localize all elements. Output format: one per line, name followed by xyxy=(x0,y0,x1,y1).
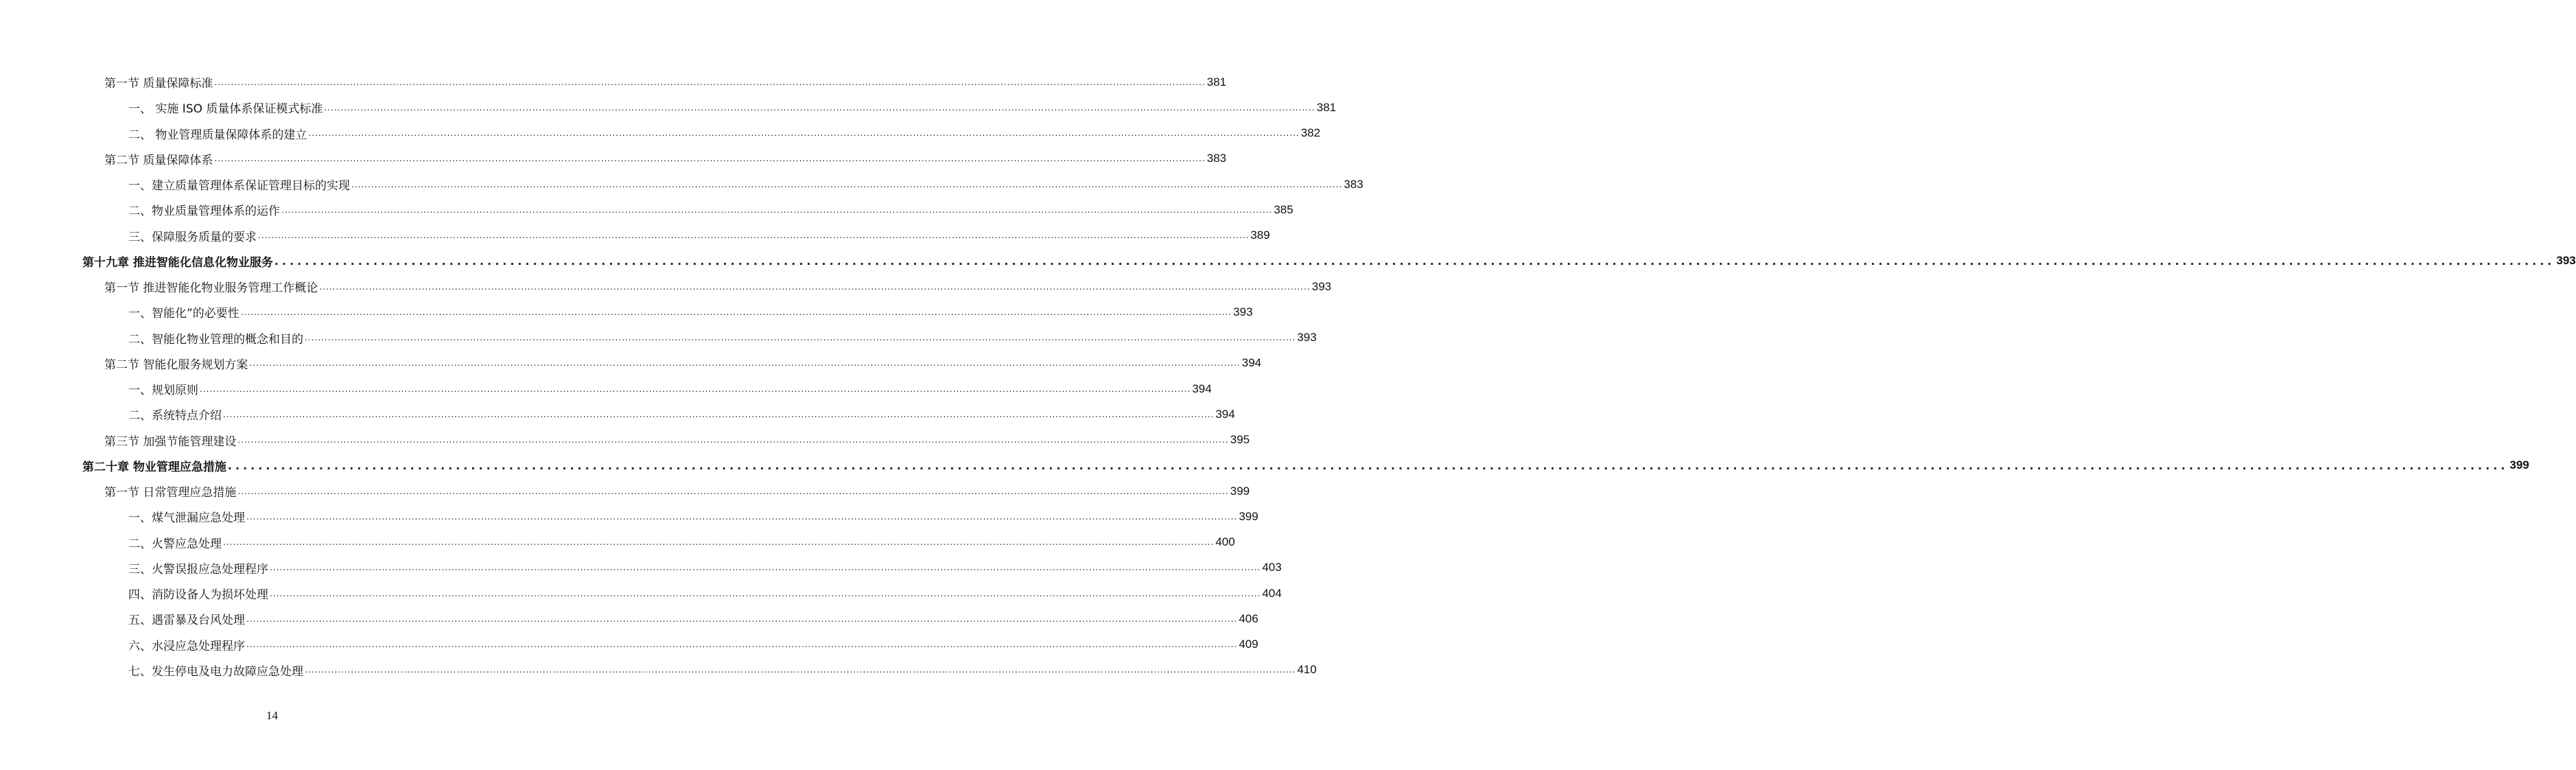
toc-section-entry[interactable] xyxy=(104,274,1332,299)
toc-item-entry[interactable] xyxy=(128,325,1317,351)
toc-entry-page: 382 xyxy=(1300,126,1321,140)
toc-entry-page: 403 xyxy=(1262,561,1282,574)
toc-leader-dots: ............................................................................................................................................................................................................................................................................................................ xyxy=(214,77,1206,87)
toc-item-entry[interactable] xyxy=(128,632,1258,657)
toc-entry-page: 394 xyxy=(1241,356,1262,370)
toc-leader-dots: ............................................................................................................................................................................................................................................................................................................ xyxy=(274,254,2555,268)
toc-leader-dots: ............................................................................................................................................................................................................................................................................................................ xyxy=(249,358,1241,369)
toc-leader-dots: ............................................................................................................................................................................................................................................................................................................ xyxy=(223,409,1215,419)
toc-entry-title: 三、保障服务质量的要求 xyxy=(128,227,258,244)
toc-entry-title: 二、智能化物业管理的概念和目的 xyxy=(128,329,305,347)
toc-leader-dots: ............................................................................................................................................................................................................................................................................................................ xyxy=(308,128,1300,139)
toc-leader-dots: ............................................................................................................................................................................................................................................................................................................ xyxy=(240,307,1232,317)
toc-entry-page: 399 xyxy=(1230,484,1250,498)
toc-entry-page: 393 xyxy=(1233,305,1253,318)
toc-item-entry[interactable] xyxy=(128,223,1270,248)
toc-leader-dots: ............................................................................................................................................................................................................................................................................................................ xyxy=(237,435,1229,445)
toc-leader-dots: ............................................................................................................................................................................................................................................................................................................ xyxy=(305,665,1296,675)
toc-entry-title: 三、火警误报应急处理程序 xyxy=(128,559,270,576)
page-number: 14 xyxy=(266,709,278,722)
toc-entry-title: 第二节 智能化服务规划方案 xyxy=(104,355,249,372)
toc-leader-dots: ............................................................................................................................................................................................................................................................................................................ xyxy=(324,102,1315,113)
toc-leader-dots: ............................................................................................................................................................................................................................................................................................................ xyxy=(258,231,1250,241)
toc-entry-page: 385 xyxy=(1274,202,1293,216)
toc-entry-page: 383 xyxy=(1344,177,1363,191)
toc-entry-page: 381 xyxy=(1316,100,1337,114)
toc-section-entry[interactable] xyxy=(104,146,1227,172)
toc-entry-page: 393 xyxy=(1311,279,1332,293)
toc-entry-title: 二、火警应急处理 xyxy=(128,534,223,551)
toc-entry-title: 五、遇雷暴及台风处理 xyxy=(128,610,246,627)
toc-item-entry[interactable] xyxy=(128,299,1253,325)
toc-entry-title: 二、 物业管理质量保障体系的建立 xyxy=(128,125,308,142)
toc-item-entry[interactable] xyxy=(128,197,1293,222)
toc-entry-title: 一、煤气泄漏应急处理 xyxy=(128,508,246,525)
toc-chapter-entry[interactable] xyxy=(82,248,2576,274)
toc-entry-title: 一、智能化”的必要性 xyxy=(128,303,241,320)
toc-item-entry[interactable] xyxy=(128,606,1258,631)
toc-entry-page: 399 xyxy=(1239,509,1258,523)
toc-entry-page: 383 xyxy=(1206,152,1227,165)
toc-leader-dots: ............................................................................................................................................................................................................................................................................................................ xyxy=(305,333,1296,343)
toc-entry-title: 第二十章 物业管理应急措施 xyxy=(82,457,228,474)
toc-entry-title: 六、水浸应急处理程序 xyxy=(128,636,246,653)
toc-leader-dots: ............................................................................................................................................................................................................................................................................................................ xyxy=(246,614,1238,624)
toc-entry-title: 第一节 推进智能化物业服务管理工作概论 xyxy=(104,278,319,295)
table-of-contents xyxy=(0,69,2576,683)
toc-leader-dots: ............................................................................................................................................................................................................................................................................................................ xyxy=(214,154,1206,164)
toc-entry-title: 二、物业质量管理体系的运作 xyxy=(128,201,281,218)
toc-leader-dots: ............................................................................................................................................................................................................................................................................................................ xyxy=(246,511,1238,522)
toc-leader-dots: ............................................................................................................................................................................................................................................................................................................ xyxy=(237,486,1229,496)
toc-entry-title: 四、消防设备人为损坏处理 xyxy=(128,585,270,602)
toc-entry-title: 第一节 质量保障标准 xyxy=(104,73,214,91)
toc-entry-page: 395 xyxy=(1230,433,1250,447)
toc-leader-dots: ............................................................................................................................................................................................................................................................................................................ xyxy=(351,179,1343,189)
toc-entry-title: 一、建立质量管理体系保证管理目标的实现 xyxy=(128,176,351,193)
toc-entry-title: 第十九章 推进智能化信息化物业服务 xyxy=(82,253,274,270)
toc-entry-page: 393 xyxy=(1297,331,1317,345)
toc-entry-page: 393 xyxy=(2556,254,2576,268)
toc-leader-dots: ............................................................................................................................................................................................................................................................................................................ xyxy=(281,205,1273,215)
toc-entry-page: 404 xyxy=(1262,586,1282,600)
toc-item-entry[interactable] xyxy=(128,555,1282,581)
toc-section-entry[interactable] xyxy=(104,351,1262,376)
toc-entry-page: 409 xyxy=(1239,638,1258,651)
toc-entry-page: 406 xyxy=(1239,611,1258,625)
toc-item-entry[interactable] xyxy=(128,172,1363,197)
toc-section-entry[interactable] xyxy=(104,428,1250,453)
toc-item-entry[interactable] xyxy=(128,530,1235,555)
toc-leader-dots: ............................................................................................................................................................................................................................................................................................................ xyxy=(270,563,1261,573)
toc-leader-dots: ............................................................................................................................................................................................................................................................................................................ xyxy=(319,281,1311,292)
toc-leader-dots: ............................................................................................................................................................................................................................................................................................................ xyxy=(227,458,2509,472)
toc-entry-title: 第三节 加强节能管理建设 xyxy=(104,432,237,449)
toc-section-entry[interactable] xyxy=(104,478,1250,504)
toc-item-entry[interactable] xyxy=(128,376,1212,401)
toc-entry-page: 389 xyxy=(1250,229,1270,242)
toc-leader-dots: ............................................................................................................................................................................................................................................................................................................ xyxy=(223,537,1215,548)
toc-item-entry[interactable] xyxy=(128,121,1321,146)
toc-section-entry[interactable] xyxy=(104,69,1227,95)
toc-item-entry[interactable] xyxy=(128,657,1317,683)
toc-item-entry[interactable] xyxy=(128,95,1337,120)
toc-entry-page: 394 xyxy=(1192,382,1212,395)
toc-leader-dots: ............................................................................................................................................................................................................................................................................................................ xyxy=(270,588,1261,598)
toc-chapter-entry[interactable] xyxy=(82,453,2529,478)
toc-entry-page: 381 xyxy=(1206,75,1227,89)
toc-leader-dots: ............................................................................................................................................................................................................................................................................................................ xyxy=(200,384,1191,394)
toc-entry-title: 七、发生停电及电力故障应急处理 xyxy=(128,662,305,679)
toc-entry-page: 410 xyxy=(1297,663,1317,677)
toc-entry-title: 一、规划原则 xyxy=(128,380,200,397)
toc-entry-page: 394 xyxy=(1215,407,1235,421)
toc-leader-dots: ............................................................................................................................................................................................................................................................................................................ xyxy=(246,640,1238,650)
toc-entry-page: 400 xyxy=(1215,535,1235,549)
toc-entry-title: 第一节 日常管理应急措施 xyxy=(104,482,237,500)
toc-entry-title: 一、 实施 ISO 质量体系保证模式标准 xyxy=(128,99,324,116)
toc-entry-page: 399 xyxy=(2509,458,2529,472)
toc-entry-title: 第二节 质量保障体系 xyxy=(104,150,214,167)
toc-entry-title: 二、系统特点介绍 xyxy=(128,406,223,423)
toc-item-entry[interactable] xyxy=(128,401,1235,427)
toc-item-entry[interactable] xyxy=(128,504,1258,529)
toc-item-entry[interactable] xyxy=(128,581,1282,606)
